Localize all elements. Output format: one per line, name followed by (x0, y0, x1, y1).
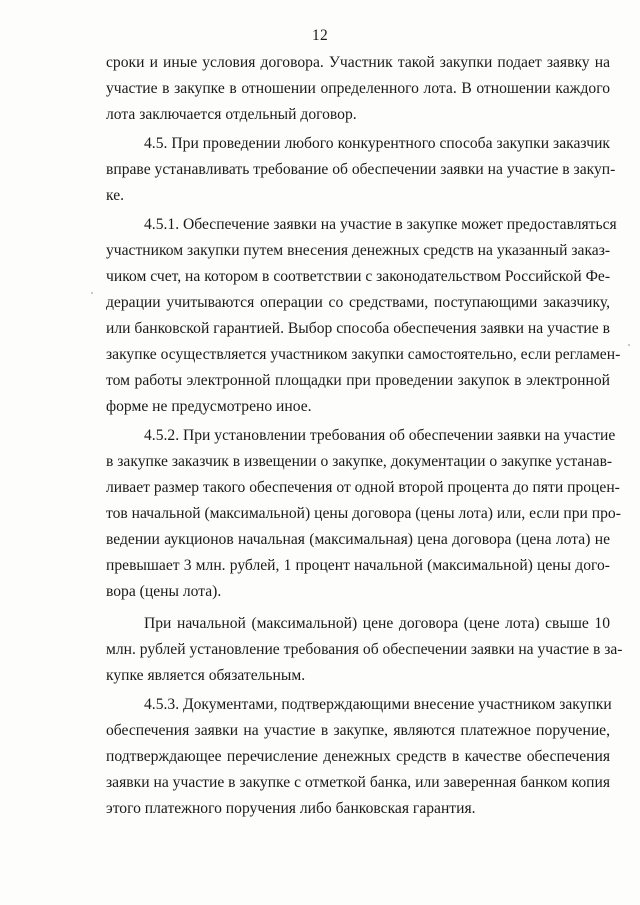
text-line: млн. рублей установление требования об обеспечении заявки на участие в за- (106, 641, 623, 658)
text-line: тов начальной (максимальной) цены договора (цены лота) или, если при про- (106, 505, 621, 522)
page-number: 12 (312, 27, 328, 44)
text-line: закупке осуществляется участником закупки самостоятельно, если регламен- (106, 346, 621, 363)
text-line: в закупке заказчик в извещении о закупке, документации о закупке устанав- (106, 453, 613, 470)
text-line: обеспечения заявки на участие в закупке, являются платежное поручение, (106, 722, 610, 739)
text-line: 4.5.3. Документами, подтверждающими внесение участником закупки (144, 696, 612, 713)
text-line: участие в закупке в отношении определенного лота. В отношении каждого (106, 80, 610, 97)
text-line: ке. (106, 187, 125, 204)
text-line: вора (цены лота). (106, 583, 222, 600)
text-line: ведении аукционов начальная (максимальная) цена договора (цена лота) не (106, 531, 610, 548)
text-line: купке является обязательным. (106, 667, 306, 684)
text-line: форме не предусмотрено иное. (106, 398, 312, 415)
text-line: или банковской гарантией. Выбор способа обеспечения заявки на участие в (106, 320, 610, 337)
text-line: чиком счет, на котором в соответствии с законодательством Российской Фе- (106, 268, 611, 285)
scan-speck (628, 344, 630, 346)
text-line: участником закупки путем внесения денежных средств на указанный заказ- (106, 242, 611, 259)
text-line: дерации учитываются операции со средствами, поступающими заказчику, (106, 294, 610, 311)
text-line: заявки на участие в закупке с отметкой банка, или заверенная банком копия (106, 774, 610, 791)
text-line: 4.5.1. Обеспечение заявки на участие в закупке может предоставляться (144, 216, 617, 233)
text-line: 4.5.2. При установлении требования об обеспечении заявки на участие (144, 427, 616, 444)
text-line: превышает 3 млн. рублей, 1 процент начальной (максимальной) цены дого- (106, 557, 610, 574)
text-line: этого платежного поручения либо банковская гарантия. (106, 800, 476, 817)
text-line: ливает размер такого обеспечения от одной второй процента до пяти процен- (106, 479, 620, 496)
scan-speck (91, 292, 93, 294)
text-line: подтверждающее перечисление денежных средств в качестве обеспечения (106, 748, 610, 765)
text-line: 4.5. При проведении любого конкурентного способа закупки заказчик (144, 135, 610, 152)
text-line: При начальной (максимальной) цене договора (цене лота) свыше 10 (144, 615, 610, 632)
text-line: сроки и иные условия договора. Участник такой закупки подает заявку на (106, 54, 610, 71)
text-line: лота заключается отдельный договор. (106, 106, 357, 123)
text-line: вправе устанавливать требование об обеспечении заявки на участие в закуп- (106, 161, 616, 178)
text-line: том работы электронной площадки при проведении закупок в электронной (106, 372, 610, 389)
